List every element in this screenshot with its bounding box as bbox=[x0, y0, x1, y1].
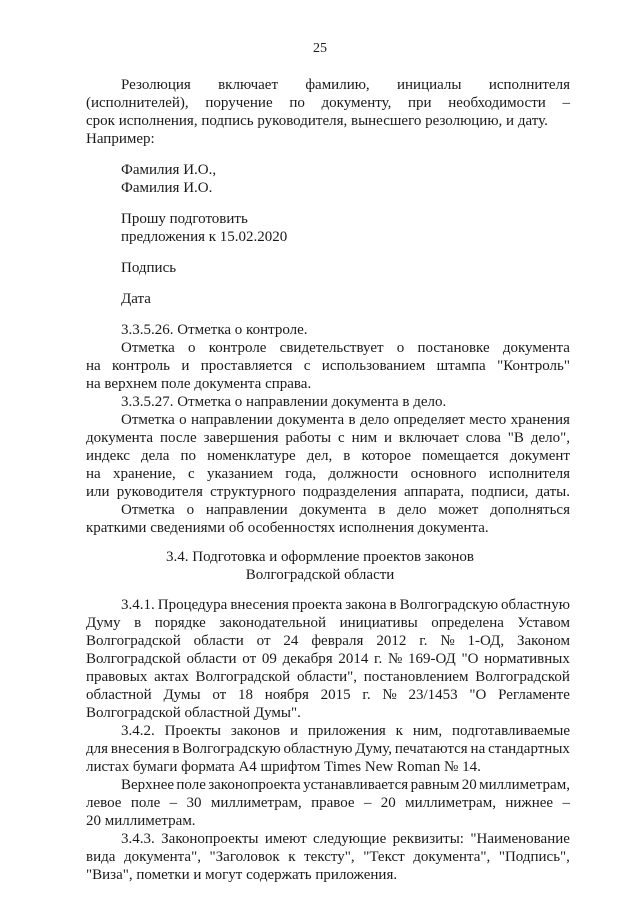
word: при bbox=[408, 95, 432, 111]
word: ноября bbox=[264, 687, 309, 703]
word: 3.4.1. bbox=[121, 597, 155, 613]
word: вида bbox=[86, 849, 116, 865]
word: следующие bbox=[313, 831, 387, 847]
page-number: 25 bbox=[313, 41, 327, 56]
section-26-line-3: на верхнем поле документа справа. bbox=[86, 376, 312, 392]
word: хранения bbox=[510, 412, 570, 428]
example-signature: Подпись bbox=[121, 260, 177, 276]
word: области", bbox=[296, 669, 357, 685]
word: на bbox=[86, 358, 101, 374]
word: постановке bbox=[417, 340, 490, 356]
word: миллиметрам, bbox=[479, 777, 570, 793]
word: дело", bbox=[530, 430, 570, 446]
word: Волгоградской bbox=[86, 633, 181, 649]
section-341-line-4 bbox=[86, 650, 570, 668]
word: Думу, bbox=[355, 741, 393, 757]
word: г. bbox=[362, 687, 371, 703]
example-name-2: Фамилия И.О. bbox=[121, 180, 213, 196]
section-27-line-5 bbox=[86, 483, 570, 501]
section-342-line-1 bbox=[121, 722, 570, 740]
section-341-line-5 bbox=[86, 668, 570, 686]
word: Отметка bbox=[121, 340, 175, 356]
word: в bbox=[348, 412, 356, 428]
word: направлении bbox=[190, 412, 273, 428]
word: миллиметрам, bbox=[405, 795, 496, 811]
section-27-line-2 bbox=[86, 429, 570, 447]
word: 18 bbox=[237, 687, 253, 703]
word: реквизиты: bbox=[392, 831, 464, 847]
word: Волгоградской bbox=[475, 669, 570, 685]
word: включает bbox=[398, 430, 459, 446]
section-341-line-2 bbox=[86, 614, 570, 632]
word: инициалы bbox=[397, 77, 462, 93]
section-343-line-2 bbox=[86, 848, 570, 866]
word: подготавливаемые bbox=[451, 723, 570, 739]
word: "В bbox=[507, 430, 524, 446]
section-341-line-3 bbox=[86, 632, 570, 650]
section-26-line-1 bbox=[121, 339, 570, 357]
word: Отметка bbox=[121, 502, 175, 518]
section-3-4-heading-line-2: Волгоградской области bbox=[245, 567, 395, 583]
word: слова bbox=[465, 430, 501, 446]
word: Волгоградской bbox=[195, 669, 291, 685]
word: правовых bbox=[86, 669, 148, 685]
word: документа bbox=[502, 340, 570, 356]
word: свидетельствует bbox=[279, 340, 384, 356]
word: постановлением bbox=[363, 669, 469, 685]
word: хранение, bbox=[112, 466, 176, 482]
word: дополняться bbox=[490, 502, 570, 518]
word: инициативы bbox=[339, 615, 418, 631]
word: и bbox=[289, 723, 298, 739]
section-27b-line-1 bbox=[121, 501, 570, 519]
word: которое bbox=[361, 448, 411, 464]
word: "О bbox=[461, 651, 479, 667]
word: о bbox=[186, 502, 195, 518]
word: и bbox=[181, 358, 190, 374]
word: к bbox=[288, 849, 296, 865]
word: 169-ОД bbox=[407, 651, 456, 667]
section-27-line-3 bbox=[86, 447, 570, 465]
word: 09 bbox=[261, 651, 277, 667]
section-27-line-1 bbox=[121, 411, 570, 429]
word: областной bbox=[86, 687, 152, 703]
word: – bbox=[562, 95, 570, 111]
word: может bbox=[438, 502, 479, 518]
word: устанавливается bbox=[303, 777, 409, 793]
word: внесения bbox=[110, 741, 170, 757]
word: 3.4.3. bbox=[121, 831, 155, 847]
word: по bbox=[180, 448, 197, 464]
word: областную bbox=[501, 597, 570, 613]
section-341-line-7: Волгоградской областной Думы". bbox=[86, 705, 301, 721]
example-date: Дата bbox=[121, 291, 151, 307]
word: Законом bbox=[517, 633, 570, 649]
section-341-line-6 bbox=[86, 686, 570, 704]
word: "Наименование bbox=[470, 831, 570, 847]
word: документа bbox=[277, 412, 345, 428]
word: в bbox=[134, 615, 142, 631]
word: от bbox=[242, 651, 257, 667]
word: 20 bbox=[461, 777, 477, 793]
word: определена bbox=[431, 615, 504, 631]
word: подписи, bbox=[471, 484, 529, 500]
word: г. bbox=[374, 651, 383, 667]
word: включает bbox=[218, 77, 278, 93]
word: 23/1453 bbox=[408, 687, 458, 703]
word: после bbox=[159, 430, 197, 446]
word: Законопроекты bbox=[161, 831, 259, 847]
word: поле bbox=[176, 777, 206, 793]
word: Верхнее bbox=[121, 777, 175, 793]
word: подразделения bbox=[302, 484, 397, 500]
word: на bbox=[86, 466, 101, 482]
word: левое bbox=[86, 795, 122, 811]
word: исполнителя bbox=[488, 77, 570, 93]
margins-line-2 bbox=[86, 794, 570, 812]
word: миллиметрам, bbox=[210, 795, 302, 811]
word: структурного bbox=[210, 484, 296, 500]
word: по bbox=[289, 95, 305, 111]
word: к bbox=[395, 723, 403, 739]
word: (исполнителей), bbox=[86, 95, 189, 111]
resolution-line-3: срок исполнения, подпись руководителя, вынесшего резолюцию, и дату. bbox=[86, 113, 548, 129]
word: использованием bbox=[321, 358, 426, 374]
word: законов bbox=[230, 723, 281, 739]
word: 3.4.2. bbox=[121, 723, 155, 739]
word: Регламенте bbox=[498, 687, 570, 703]
word: тексту", bbox=[304, 849, 355, 865]
word: областную bbox=[283, 741, 353, 757]
word: 2015 bbox=[320, 687, 351, 703]
word: законодательной bbox=[219, 615, 327, 631]
word: в bbox=[389, 597, 397, 613]
section-3-3-5-27-title: 3.3.5.27. Отметка о направлении документа в дело. bbox=[121, 394, 447, 410]
word: г. bbox=[419, 633, 428, 649]
word: дело bbox=[397, 502, 427, 518]
word: или bbox=[86, 484, 110, 500]
word: правое bbox=[311, 795, 355, 811]
word: 30 bbox=[186, 795, 202, 811]
word: Думы bbox=[163, 687, 201, 703]
word: завершения bbox=[203, 430, 279, 446]
word: документа", bbox=[413, 849, 491, 865]
word: и bbox=[384, 430, 393, 446]
word: поле bbox=[130, 795, 161, 811]
word: 20 bbox=[380, 795, 396, 811]
word: поручение bbox=[205, 95, 273, 111]
margins-line-1 bbox=[121, 776, 570, 794]
word: контроле bbox=[208, 340, 267, 356]
word: дел, bbox=[306, 448, 333, 464]
section-343-line-3: "Виза", пометки и могут содержать приложения. bbox=[86, 867, 398, 883]
word: указанием bbox=[206, 466, 273, 482]
word: работы bbox=[285, 430, 332, 446]
word: декабря bbox=[282, 651, 333, 667]
word: документа bbox=[299, 502, 367, 518]
word: порядке bbox=[154, 615, 206, 631]
word: в bbox=[343, 448, 351, 464]
word: проекта bbox=[291, 597, 343, 613]
word: в bbox=[172, 741, 180, 757]
word: Уставом bbox=[517, 615, 570, 631]
word: Волгоградскую bbox=[399, 597, 499, 613]
word: Отметка bbox=[121, 412, 175, 428]
word: определяет bbox=[393, 412, 465, 428]
word: с bbox=[188, 466, 195, 482]
word: исполнителя bbox=[488, 466, 570, 482]
word: с bbox=[303, 358, 311, 374]
word: о bbox=[396, 340, 405, 356]
word: печатаются bbox=[394, 741, 468, 757]
word: номенклатуре bbox=[207, 448, 296, 464]
word: необходимости bbox=[448, 95, 546, 111]
word: Волгоградской bbox=[86, 651, 181, 667]
margins-line-3: 20 миллиметрам. bbox=[86, 813, 196, 829]
word: фамилию, bbox=[305, 77, 370, 93]
word: о bbox=[188, 340, 196, 356]
word: Резолюция bbox=[121, 77, 191, 93]
word: ним, bbox=[412, 723, 443, 739]
word: для bbox=[86, 741, 109, 757]
word: закона bbox=[345, 597, 387, 613]
section-343-line-1 bbox=[121, 830, 570, 848]
word: индекс bbox=[86, 448, 130, 464]
word: 24 bbox=[283, 633, 299, 649]
word: направлении bbox=[205, 502, 288, 518]
section-342-line-2 bbox=[86, 740, 570, 758]
section-3-4-heading-line-1: 3.4. Подготовка и оформление проектов законов bbox=[165, 549, 474, 565]
word: законопроекта bbox=[208, 777, 301, 793]
word: – bbox=[363, 795, 372, 811]
word: нижнее bbox=[505, 795, 554, 811]
resolution-line-2 bbox=[86, 94, 570, 112]
word: Проекты bbox=[164, 723, 222, 739]
word: аппарата, bbox=[403, 484, 465, 500]
word: 2014 bbox=[338, 651, 369, 667]
word: Думу bbox=[86, 615, 121, 631]
section-341-line-1 bbox=[121, 596, 570, 614]
word: имеют bbox=[264, 831, 307, 847]
word: проставляется bbox=[200, 358, 293, 374]
word: руководителя bbox=[116, 484, 203, 500]
word: с bbox=[338, 430, 345, 446]
example-request-2: предложения к 15.02.2020 bbox=[121, 229, 288, 245]
word: штампа bbox=[436, 358, 486, 374]
word: "Текст bbox=[363, 849, 405, 865]
word: должности bbox=[328, 466, 399, 482]
section-27-line-4 bbox=[86, 465, 570, 483]
word: в bbox=[378, 502, 386, 518]
word: даты. bbox=[535, 484, 570, 500]
word: дело bbox=[359, 412, 390, 428]
resolution-line-4: Например: bbox=[86, 131, 155, 147]
word: приложения bbox=[307, 723, 386, 739]
section-26-line-2 bbox=[86, 357, 570, 375]
word: – bbox=[562, 795, 570, 811]
word: о bbox=[179, 412, 187, 428]
word: 2012 bbox=[376, 633, 407, 649]
section-3-3-5-26-title: 3.3.5.26. Отметка о контроле. bbox=[121, 322, 308, 338]
word: № bbox=[387, 651, 403, 667]
word: области bbox=[186, 651, 237, 667]
word: помещается bbox=[422, 448, 499, 464]
word: от bbox=[256, 633, 271, 649]
word: года, bbox=[285, 466, 317, 482]
word: документа bbox=[86, 430, 154, 446]
word: основного bbox=[410, 466, 477, 482]
word: документа", bbox=[123, 849, 201, 865]
example-request-1: Прошу подготовить bbox=[121, 211, 248, 227]
word: – bbox=[169, 795, 178, 811]
word: равным bbox=[410, 777, 460, 793]
word: место bbox=[469, 412, 507, 428]
section-27b-line-2: краткими сведениями об особенностях исполнения документа. bbox=[86, 520, 489, 536]
word: февраля bbox=[311, 633, 364, 649]
word: области bbox=[193, 633, 244, 649]
word: № bbox=[382, 687, 397, 703]
resolution-line-1 bbox=[121, 76, 570, 94]
word: документ bbox=[509, 448, 570, 464]
word: актах bbox=[154, 669, 189, 685]
word: 1-ОД, bbox=[467, 633, 505, 649]
word: № bbox=[440, 633, 455, 649]
example-name-1: Фамилия И.О., bbox=[121, 162, 217, 178]
word: нормативных bbox=[484, 651, 570, 667]
word: "Подпись", bbox=[498, 849, 570, 865]
word: от bbox=[212, 687, 227, 703]
word: на bbox=[470, 741, 486, 757]
word: контроль bbox=[112, 358, 170, 374]
word: дела bbox=[141, 448, 170, 464]
word: внесения bbox=[230, 597, 289, 613]
word: "Контроль" bbox=[497, 358, 570, 374]
word: ним bbox=[351, 430, 378, 446]
section-342-line-3: листах бумаги формата А4 шрифтом Times New Roman № 14. bbox=[86, 759, 481, 775]
word: "Заголовок bbox=[209, 849, 280, 865]
word: Волгоградскую bbox=[182, 741, 281, 757]
word: "О bbox=[469, 687, 487, 703]
word: стандартных bbox=[488, 741, 570, 757]
word: документу, bbox=[321, 95, 392, 111]
word: Процедура bbox=[157, 597, 228, 613]
